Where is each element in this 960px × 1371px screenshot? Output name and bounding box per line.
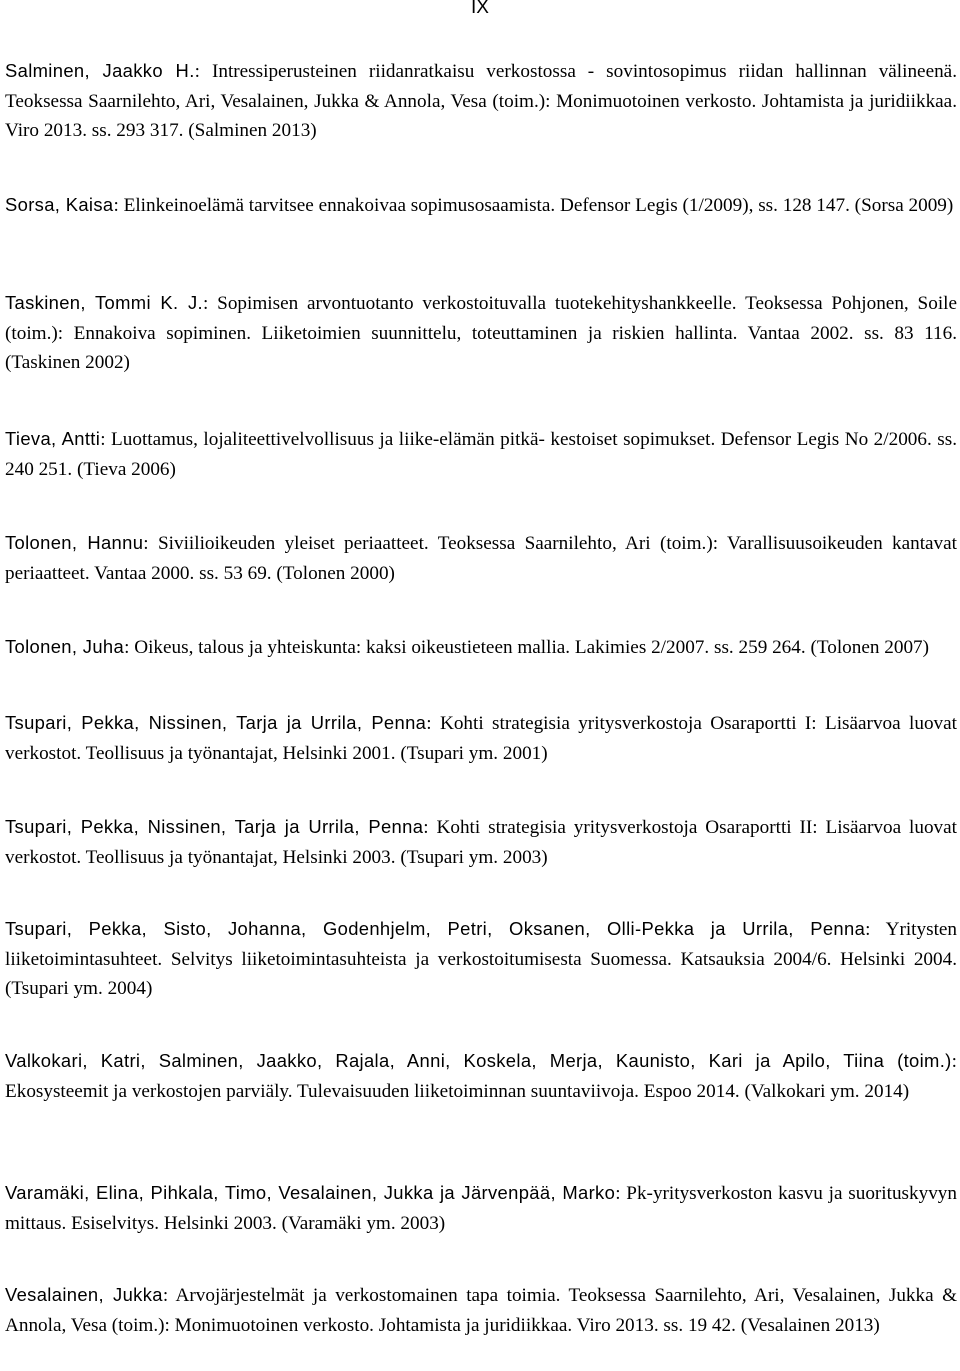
page-number: IX (471, 0, 489, 18)
reference-entry (5, 812, 957, 872)
reference-text: : Oikeus, talous ja yhteiskunta: kaksi oikeustieteen mallia. Lakimies 2/2007. ss. 259 264. (Tolonen 2007) (124, 637, 930, 658)
reference-authors: Tsupari, Pekka, Sisto, Johanna, Godenhjelm, Petri, Oksanen, Olli-Pekka ja Urrila, Penna (5, 918, 866, 939)
reference-text: : Yritysten liiketoimintasuhteet. Selvitys liiketoimintasuhteista ja verkostoitumisesta Suomessa. Katsauksia 2004/6. Helsinki 2004. (Tsupari ym. 2004) (5, 919, 958, 1000)
reference-text: : Kohti strategisia yritysverkostoja Osaraportti I: Lisäarvoa luovat verkostot. Teollisuus ja työnantajat, Helsinki 2001. (Tsupari ym. 2001) (5, 713, 957, 764)
reference-authors: Tolonen, Juha (5, 636, 125, 657)
reference-entry (5, 1046, 957, 1106)
reference-text: : Kohti strategisia yritysverkostoja Osaraportti II: Lisäarvoa luovat verkostot. Teollisuus ja työnantajat, Helsinki 2003. (Tsupari ym. 2003) (5, 817, 957, 868)
reference-authors: Valkokari, Katri, Salminen, Jaakko, Rajala, Anni, Koskela, Merja, Kaunisto, Kari ja Apilo, Tiina (toim.) (5, 1050, 952, 1071)
reference-authors: Tolonen, Hannu (5, 532, 144, 553)
reference-authors: Vesalainen, Jukka (5, 1284, 163, 1305)
reference-authors: Tieva, Antti (5, 428, 101, 449)
reference-entry (5, 288, 957, 378)
reference-authors: Varamäki, Elina, Pihkala, Timo, Vesalainen, Jukka ja Järvenpää, Marko (5, 1182, 616, 1203)
reference-entry (5, 914, 957, 1004)
reference-entry (5, 528, 957, 588)
reference-text: : Elinkeinoelämä tarvitsee ennakoivaa sopimusosaamista. Defensor Legis (1/2009), ss. 128 147. (Sorsa 2009) (113, 195, 954, 216)
reference-entry (5, 632, 957, 663)
reference-entry (5, 1178, 957, 1238)
reference-authors: Tsupari, Pekka, Nissinen, Tarja ja Urrila, Penna (5, 712, 427, 733)
reference-entry (5, 708, 957, 768)
reference-text: : Arvojärjestelmät ja verkostomainen tapa toimia. Teoksessa Saarnilehto, Ari, Vesalainen, Jukka & Annola, Vesa (toim.): Monimuotoinen verkosto. Johtamista ja juridiikkaa. Viro 2013. ss. 19 42. (Vesalainen 2013) (5, 1285, 957, 1336)
reference-entry (5, 56, 957, 146)
reference-text: : Ekosysteemit ja verkostojen parviäly. Tulevaisuuden liiketoiminnan suuntaviivoja. Espoo 2014. (Valkokari ym. 2014) (5, 1051, 957, 1102)
reference-entry (5, 424, 957, 484)
reference-text: : Sopimisen arvontuotanto verkostoituvalla tuotekehityshankkeelle. Teoksessa Pohjonen, Soile (toim.): Ennakoiva sopiminen. Liiketoimien suunnittelu, toteuttaminen ja riskien hallinta. Vantaa 2002. ss. 83 116. (Taskinen 2002) (5, 293, 957, 374)
reference-entry (5, 1280, 957, 1340)
reference-entry (5, 190, 957, 221)
reference-authors: Tsupari, Pekka, Nissinen, Tarja ja Urrila, Penna (5, 816, 424, 837)
reference-text: : Pk-yritysverkoston kasvu ja suorituskyvyn mittaus. Esiselvitys. Helsinki 2003. (Varamäki ym. 2003) (5, 1183, 957, 1234)
reference-authors: Taskinen, Tommi K. J. (5, 292, 203, 313)
reference-text: : Intressiperusteinen riidanratkaisu verkostossa - sovintosopimus riidan hallinnan välineenä. Teoksessa Saarnilehto, Ari, Vesalainen, Jukka & Annola, Vesa (toim.): Monimuotoinen verkosto. Johtamista ja juridiikkaa. Viro 2013. ss. 293 317. (Salminen 2013) (5, 61, 958, 142)
reference-text: : Siviilioikeuden yleiset periaatteet. Teoksessa Saarnilehto, Ari (toim.): Varallisuusoikeuden kantavat periaatteet. Vantaa 2000. ss. 53 69. (Tolonen 2000) (5, 533, 957, 584)
reference-text: : Luottamus, lojaliteettivelvollisuus ja liike-elämän pitkä- kestoiset sopimukset. Defensor Legis No 2/2006. ss. 240 251. (Tieva 2006) (5, 429, 957, 480)
reference-authors: Salminen, Jaakko H. (5, 60, 195, 81)
reference-authors: Sorsa, Kaisa (5, 194, 114, 215)
